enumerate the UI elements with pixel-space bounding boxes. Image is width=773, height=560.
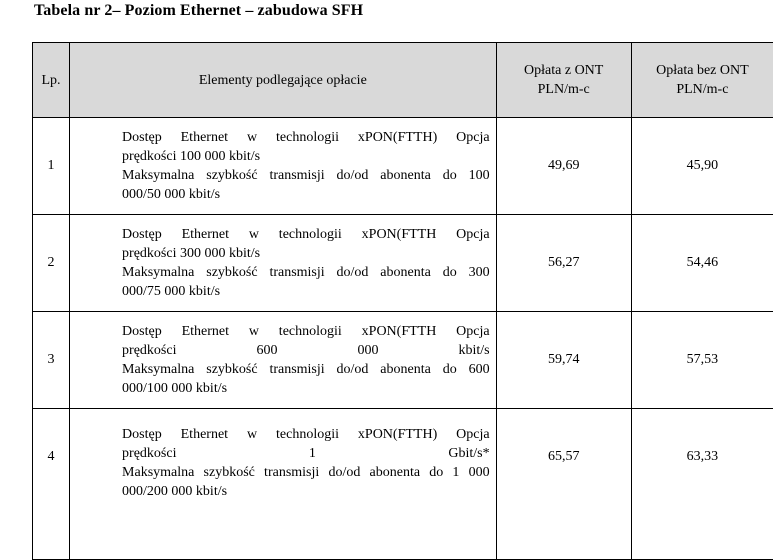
pricing-table [32,42,773,560]
header-with-ont-label: Opłata z ONT [497,61,631,80]
table-header-row [33,43,773,118]
description-line: prędkości 100 000 kbit/s [122,147,490,166]
header-without-ont-unit: PLN/m-c [632,80,773,99]
description-line: Maksymalna szybkość transmisji do/od abonenta do 1 000 [122,463,490,482]
description-line: Maksymalna szybkość transmisji do/od abonenta do 300 [122,263,490,282]
description-line: Maksymalna szybkość transmisji do/od abonenta do 100 [122,166,490,185]
price-with-ont: 65,57 [496,409,631,560]
table-row [33,312,773,409]
price-without-ont: 45,90 [631,118,773,215]
description-line: Dostęp Ethernet w technologii xPON(FTTH) Opcja [122,425,490,444]
description-line: Dostęp Ethernet w technologii xPON(FTTH Opcja [122,322,490,341]
table-row [33,118,773,215]
row-lp: 2 [33,215,70,312]
price-with-ont: 49,69 [496,118,631,215]
header-elements: Elementy podlegające opłacie [70,43,497,118]
price-without-ont: 54,46 [631,215,773,312]
description-line: prędkości 300 000 kbit/s [122,244,490,263]
description-line: 000/50 000 kbit/s [122,185,490,204]
description-line: Maksymalna szybkość transmisji do/od abonenta do 600 [122,360,490,379]
price-with-ont: 59,74 [496,312,631,409]
header-lp: Lp. [33,43,70,118]
header-without-ont-label: Opłata bez ONT [632,61,773,80]
price-without-ont: 57,53 [631,312,773,409]
row-description [70,409,497,560]
table-row [33,215,773,312]
row-lp: 3 [33,312,70,409]
description-line: 000/75 000 kbit/s [122,282,490,301]
header-with-ont [496,43,631,118]
row-description [70,215,497,312]
description-line: 000/200 000 kbit/s [122,482,490,501]
row-description [70,312,497,409]
description-line: 000/100 000 kbit/s [122,379,490,398]
description-line: prędkości 1 Gbit/s* [122,444,490,463]
price-without-ont: 63,33 [631,409,773,560]
price-with-ont: 56,27 [496,215,631,312]
table-row [33,409,773,560]
row-description [70,118,497,215]
row-lp: 1 [33,118,70,215]
description-line: Dostęp Ethernet w technologii xPON(FTTH Opcja [122,225,490,244]
description-line: prędkości 600 000 kbit/s [122,341,490,360]
description-line: Dostęp Ethernet w technologii xPON(FTTH) Opcja [122,128,490,147]
document-title: Tabela nr 2– Poziom Ethernet – zabudowa SFH [34,2,363,20]
row-lp: 4 [33,409,70,560]
header-without-ont [631,43,773,118]
header-with-ont-unit: PLN/m-c [497,80,631,99]
